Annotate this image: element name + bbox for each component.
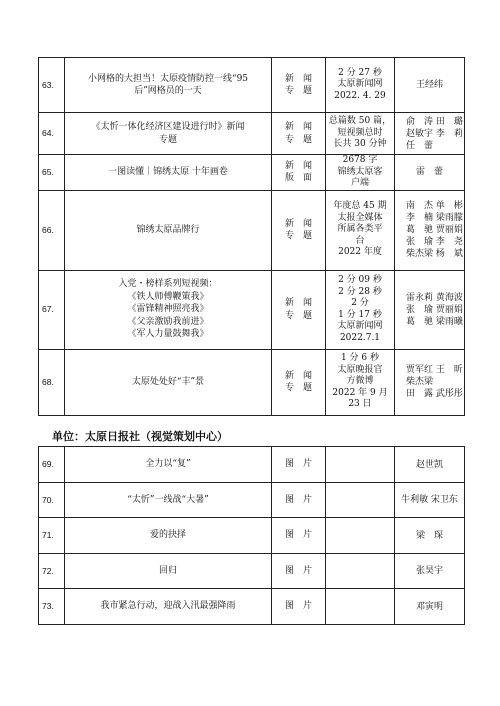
- entry-authors-text: 赵世凯: [415, 459, 443, 470]
- entry-authors-line: 王经纬: [415, 80, 443, 90]
- entry-number: [39, 155, 65, 191]
- entry-number-text: 67.: [42, 304, 54, 315]
- entry-title-line: 锦绣太原品牌行: [136, 224, 200, 235]
- entry-number-text: 70.: [42, 494, 54, 505]
- entry-title: [65, 270, 272, 349]
- entry-number-text: 65.: [42, 167, 54, 177]
- entry-media-line: 太原新闻网: [337, 79, 383, 90]
- entry-media-line: 2022.7.1: [339, 332, 381, 343]
- entry-number: [39, 58, 65, 113]
- entry-number: [39, 483, 65, 518]
- entry-type-line: 新 闻: [284, 160, 312, 171]
- entry-authors-line: 赵敏宇 李 莉: [406, 128, 463, 139]
- entry-type-line: 专 题: [284, 310, 312, 321]
- entry-media: [326, 270, 395, 349]
- entry-media-line: 2678 字: [342, 155, 378, 165]
- entry-authors-text: 邓寅明: [415, 601, 443, 612]
- entry-media: [326, 483, 395, 518]
- entry-title: [65, 589, 272, 625]
- entry-authors-line: 张 瑜 李 尧: [406, 237, 463, 247]
- entry-authors-line: 贾军红 王 昕: [406, 365, 463, 375]
- entry-media-line: 总篇数 50 篇，: [328, 116, 392, 127]
- table-row: [39, 483, 465, 518]
- entry-title: [65, 58, 272, 113]
- entry-number-text: 63.: [42, 79, 54, 90]
- table-row: [39, 113, 465, 155]
- entry-media-line: 所属各类平: [337, 224, 383, 235]
- entry-media: [326, 349, 395, 415]
- entry-number: [39, 190, 65, 270]
- entry-number-text: 71.: [42, 530, 54, 541]
- entry-authors-line: 葛 驰 贾丽娟: [406, 225, 463, 235]
- entry-media: [326, 518, 395, 554]
- entry-type: [272, 113, 326, 155]
- table-row: [39, 349, 465, 415]
- entry-authors: [395, 447, 465, 483]
- entry-authors: [395, 270, 465, 349]
- entry-type: [272, 589, 326, 625]
- entry-media: [326, 113, 395, 155]
- entry-title-line: 一图读懂｜锦绣太原 十年画卷: [108, 167, 228, 177]
- entry-title-line: 太原处处好“丰”景: [131, 376, 205, 387]
- entry-media-line: 短视频总时: [337, 127, 383, 138]
- entry-title-line: 《太忻一体化经济区建设进行时》新闻: [91, 122, 245, 132]
- entry-type-text: 图 片: [284, 565, 312, 576]
- entry-number: [39, 113, 65, 155]
- entry-authors-line: 任 蕾: [406, 140, 434, 151]
- entry-number-text: 64.: [42, 128, 54, 139]
- entry-title: [65, 113, 272, 155]
- entry-number: [39, 270, 65, 349]
- entry-media-line: 太报全媒体: [337, 212, 383, 223]
- entry-title: [65, 447, 272, 483]
- entry-media-line: 2 分 09 秒: [338, 275, 382, 285]
- entry-number-text: 68.: [42, 376, 54, 387]
- entry-media-line: 2022 年度: [338, 247, 382, 258]
- entry-type: [272, 483, 326, 518]
- entry-authors: [395, 349, 465, 415]
- entry-authors-line: 雷永莉 黄海波: [406, 292, 463, 303]
- entry-title-line: 《父亲激励我前进》: [127, 316, 209, 327]
- section-heading: 单位：太原日报社（视觉策划中心）: [52, 430, 228, 443]
- entry-authors: [395, 554, 465, 589]
- entry-number-text: 72.: [42, 565, 54, 576]
- entry-media-line: 太原新闻网: [337, 321, 383, 331]
- entry-number: [39, 518, 65, 554]
- table-row: [39, 155, 465, 191]
- entry-type-line: 专 题: [284, 86, 312, 96]
- entry-authors-line: 葛 驰 梁雨曦: [406, 316, 463, 327]
- entry-title: [65, 349, 272, 415]
- entry-title-text: 我市紧急行动，迎战入汛最强降雨: [100, 601, 236, 612]
- table-row: [39, 58, 465, 113]
- entry-type-text: 图 片: [284, 530, 312, 541]
- entry-number-text: 66.: [42, 224, 54, 235]
- table-row: [39, 190, 465, 270]
- entry-type: [272, 447, 326, 483]
- entry-media-line: 2 分 28 秒: [338, 286, 382, 297]
- entry-media-line: 1 分 17 秒: [338, 309, 382, 320]
- entry-media: [326, 190, 395, 270]
- entry-type-line: 新 闻: [284, 122, 312, 132]
- entry-number: [39, 349, 65, 415]
- entry-title-line: 后”网格员的一天: [134, 86, 202, 96]
- entry-number: [39, 447, 65, 483]
- entry-type-line: 专 题: [284, 383, 312, 393]
- entry-media-line: 2022. 4. 29: [334, 90, 386, 101]
- entry-type-text: 图 片: [284, 459, 312, 470]
- entry-media-line: 太原晚报官: [337, 364, 383, 375]
- entry-title: [65, 155, 272, 191]
- entry-type-text: 图 片: [284, 601, 312, 612]
- entry-title-line: 《雷锋精神照亮我》: [127, 304, 209, 315]
- entry-authors: [395, 518, 465, 554]
- entry-authors-line: 柴杰梁 杨 斌: [406, 249, 463, 259]
- awards-table-upper: [38, 57, 465, 416]
- entry-type-line: 新 闻: [284, 370, 312, 381]
- entry-authors-text: 张昊宇: [415, 566, 443, 576]
- entry-media-line: 年度总 45 期: [333, 201, 387, 212]
- entry-number-text: 69.: [42, 459, 54, 470]
- entry-title: [65, 190, 272, 270]
- entry-media: [326, 589, 395, 625]
- entry-title-text: 全力以“复”: [145, 459, 191, 470]
- entry-type-line: 新 闻: [284, 298, 312, 308]
- entry-type-line: 专 题: [284, 134, 312, 145]
- entry-type: [272, 155, 326, 191]
- entry-media: [326, 58, 395, 113]
- entry-title-line: 小网格的大担当！太原疫情防控一线“95: [87, 73, 249, 84]
- entry-type: [272, 554, 326, 589]
- entry-media-line: 23 日: [348, 399, 372, 410]
- entry-authors-line: 李 楠 梁雨朦: [406, 213, 463, 223]
- entry-authors-line: 俞 涛 田 璐: [406, 116, 463, 127]
- entry-media-line: 户端: [350, 178, 369, 188]
- table-row: [39, 554, 465, 589]
- entry-authors: [395, 190, 465, 270]
- entry-title-text: “太忻”一线战“大暑”: [127, 494, 209, 505]
- entry-media: [326, 155, 395, 191]
- entry-type-line: 新 闻: [284, 218, 312, 229]
- entry-number: [39, 554, 65, 589]
- entry-authors-line: 张 瑜 贾丽娟: [406, 304, 463, 315]
- entry-authors-text: 牛利敏 宋卫东: [401, 495, 458, 505]
- entry-media-line: 锦绣太原客: [337, 166, 383, 177]
- entry-authors-text: 梁 琛: [415, 530, 443, 541]
- entry-number: [39, 589, 65, 625]
- entry-authors: [395, 58, 465, 113]
- entry-type-line: 专 题: [284, 231, 312, 241]
- table-row: [39, 518, 465, 554]
- entry-type-line: 版 面: [284, 173, 312, 184]
- entry-type: [272, 349, 326, 415]
- awards-table-lower: [38, 446, 465, 625]
- entry-authors: [395, 155, 465, 191]
- entry-title-text: 回归: [158, 565, 177, 576]
- entry-media-line: 1 分 6 秒: [340, 353, 380, 364]
- entry-media-line: 2022 年 9 月: [332, 387, 388, 398]
- entry-number-text: 73.: [42, 601, 54, 612]
- entry-media-line: 台: [355, 235, 365, 246]
- entry-authors-line: 田 露 武彤彤: [406, 389, 463, 399]
- entry-media: [326, 447, 395, 483]
- entry-media-line: 方微博: [346, 376, 374, 387]
- entry-media: [326, 554, 395, 589]
- entry-title: [65, 483, 272, 518]
- entry-type: [272, 190, 326, 270]
- entry-authors: [395, 483, 465, 518]
- table-row: [39, 270, 465, 349]
- entry-media-line: 2 分 27 秒: [338, 67, 382, 78]
- entry-type: [272, 58, 326, 113]
- entry-type-line: 新 闻: [284, 73, 312, 84]
- entry-title-line: 《军人力量鼓舞我》: [127, 329, 209, 340]
- entry-authors-line: 南 杰 单 彬: [406, 201, 463, 211]
- entry-authors-line: 柴杰梁: [406, 377, 434, 387]
- entry-media-line: 2 分: [351, 298, 369, 308]
- entry-authors: [395, 589, 465, 625]
- entry-type: [272, 518, 326, 554]
- entry-title: [65, 554, 272, 589]
- entry-title: [65, 518, 272, 554]
- table-row: [39, 589, 465, 625]
- entry-type: [272, 270, 326, 349]
- entry-authors-line: 雷 蕾: [415, 167, 443, 178]
- entry-title-line: 入党・榜样系列短视频：: [118, 279, 218, 290]
- table-row: [39, 447, 465, 483]
- entry-type-text: 图 片: [284, 494, 312, 505]
- entry-title-text: 爱的抉择: [149, 530, 186, 541]
- entry-media-line: 长共 30 分钟: [333, 139, 387, 150]
- entry-title-line: 专题: [158, 134, 177, 145]
- entry-title-line: 《铁人师傅鞭策我》: [127, 291, 209, 302]
- entry-authors: [395, 113, 465, 155]
